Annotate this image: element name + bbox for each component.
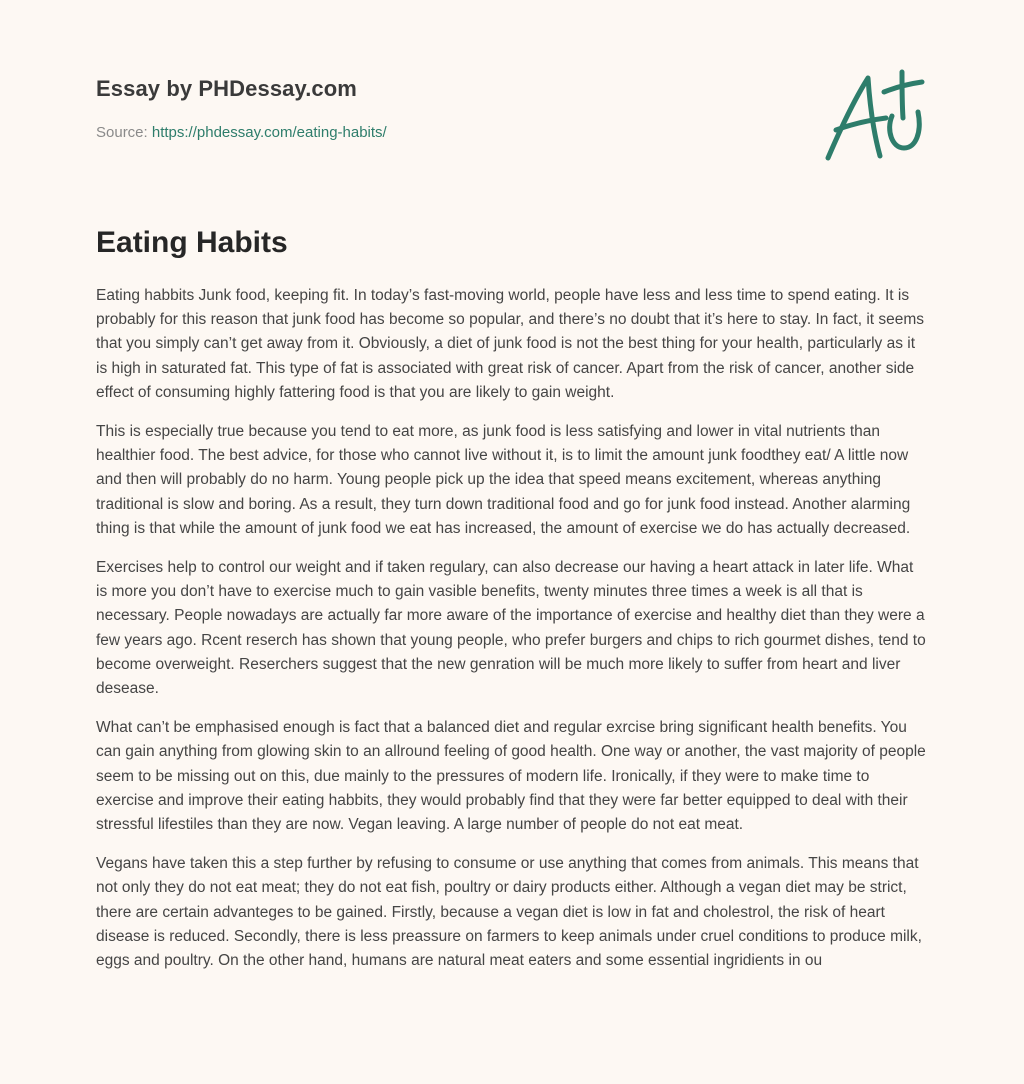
essay-paragraph: Exercises help to control our weight and if taken regulary, can also decrease our having a heart attack in later life. What is more you don’t have to exercise much to gain vasible benefits, twenty minutes three times a week is all that is necessary. People nowadays are actually far more aware of the importance of exercise and healthy diet than they were a few years ago. Rcent reserch has shown that young people, who prefer burgers and chips to rich gourmet dishes, tend to become overweight. Reserchers suggest that the new genration will be much more likely to suffer from heart and liver desease. [96, 559, 926, 698]
source-label: Source: [96, 124, 152, 141]
essay-paragraph: This is especially true because you tend to eat more, as junk food is less satisfying and lower in vital nutrients than healthier food. The best advice, for those who cannot live without it, is to limit the amount junk foodthey eat/ A little now and then will probably do no harm. Young people pick up the idea that speed means excitement, whereas anything traditional is slow and boring. As a result, they turn down traditional food and go for junk food instead. Another alarming thing is that while the amount of junk food we eat has increased, the amount of exercise we do has actually decreased. [96, 423, 911, 537]
source-line [96, 124, 387, 141]
essay-paragraph: What can’t be emphasised enough is fact that a balanced diet and regular exrcise bring significant health benefits. You can gain anything from glowing skin to an allround feeling of good health. One way or another, the vast majority of people seem to be missing out on this, due mainly to the pressures of modern life. Ironically, if they were to make time to exercise and improve their eating habbits, they would probably find that they were far better equipped to deal with their stressful lifestiles than they are now. Vegan leaving. A large number of people do not eat meat. [96, 719, 926, 834]
essay-title: Eating Habits [96, 226, 288, 259]
brand-title: Essay by PHDessay.com [96, 76, 357, 101]
essay-paragraph: Eating habbits Junk food, keeping fit. In today’s fast-moving world, people have less and less time to spend eating. It is probably for this reason that junk food has become so popular, and there’s no doubt that it’s here to stay. In fact, it seems that you simply can’t get away from it. Obviously, a diet of junk food is not the best thing for your health, particularly as it is high in saturated fat. This type of fat is associated with great risk of cancer. Apart from the risk of cancer, another side effect of consuming highly fattering food is that you are likely to gain weight. [96, 287, 925, 401]
a-plus-logo-icon [822, 68, 926, 164]
essay-body [96, 284, 928, 988]
source-link[interactable]: https://phdessay.com/eating-habits/ [151, 124, 387, 141]
essay-paragraph: Vegans have taken this a step further by refusing to consume or use anything that comes from animals. This means that not only they do not eat meat; they do not eat fish, poultry or dairy products either. Although a vegan diet may be strict, there are certain advanteges to be gained. Firstly, because a vegan diet is low in fat and cholestrol, the risk of heart disease is reduced. Secondly, there is less preassure on farmers to keep animals under cruel conditions to produce milk, eggs and poultry. On the other hand, humans are natural meat eaters and some essential ingridients in ou [96, 855, 922, 970]
